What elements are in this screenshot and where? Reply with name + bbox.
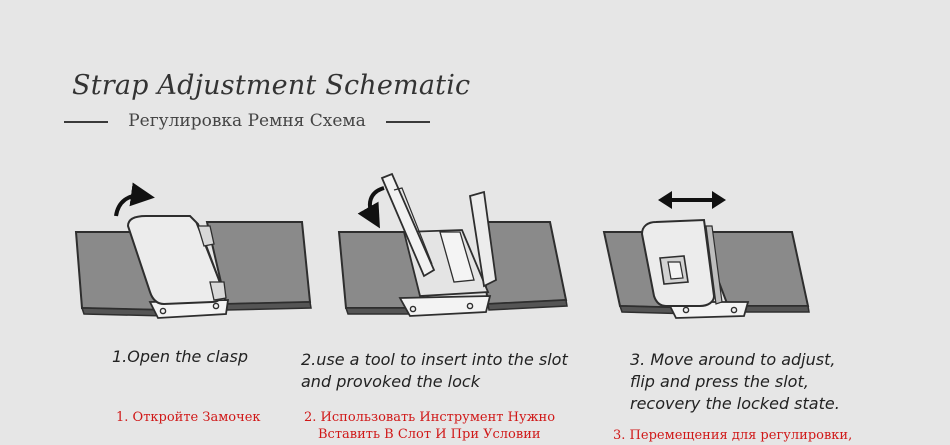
step-2-caption-ru-line-2: Вставить В Слот И При Условии — [318, 427, 541, 442]
step-2-caption-en-line-2: and provoked the lock — [301, 372, 480, 391]
step-1-caption-en — [112, 346, 248, 368]
step-2-caption-en — [301, 349, 568, 393]
step-3-caption-ru-line-1: 3. Перемещения для регулировки, — [613, 428, 853, 443]
step-2-caption-en-line-1: 2.use a tool to insert into the slot — [301, 350, 568, 369]
step-1-caption-ru-line: 1. Откройте Замочек — [116, 410, 261, 425]
diagram-subtitle: Регулировка Ремня Схема — [128, 111, 366, 131]
step-3-caption-en-line-2: flip and press the slot, — [630, 372, 809, 391]
step-3-caption-en — [630, 349, 840, 415]
curved-arrow-up-right-icon — [116, 196, 143, 216]
step-1-caption-ru — [116, 409, 261, 426]
step-3-caption-ru — [613, 427, 852, 444]
step-3-illustration — [604, 191, 809, 318]
step-1-caption-en-line: 1.Open the clasp — [112, 347, 248, 366]
curved-arrow-down-left-icon — [370, 188, 384, 218]
step-2-caption-ru — [304, 409, 555, 443]
diagram-title: Strap Adjustment Schematic — [72, 70, 471, 101]
step-1-illustration — [76, 196, 311, 318]
step-2-caption-ru-line-1: 2. Использовать Инструмент Нужно — [304, 410, 556, 425]
step-3-caption-en-line-1: 3. Move around to adjust, — [630, 350, 836, 369]
step-2-illustration — [339, 174, 567, 316]
double-arrow-horizontal-icon — [658, 191, 726, 209]
step-3-caption-en-line-3: recovery the locked state. — [630, 394, 840, 413]
